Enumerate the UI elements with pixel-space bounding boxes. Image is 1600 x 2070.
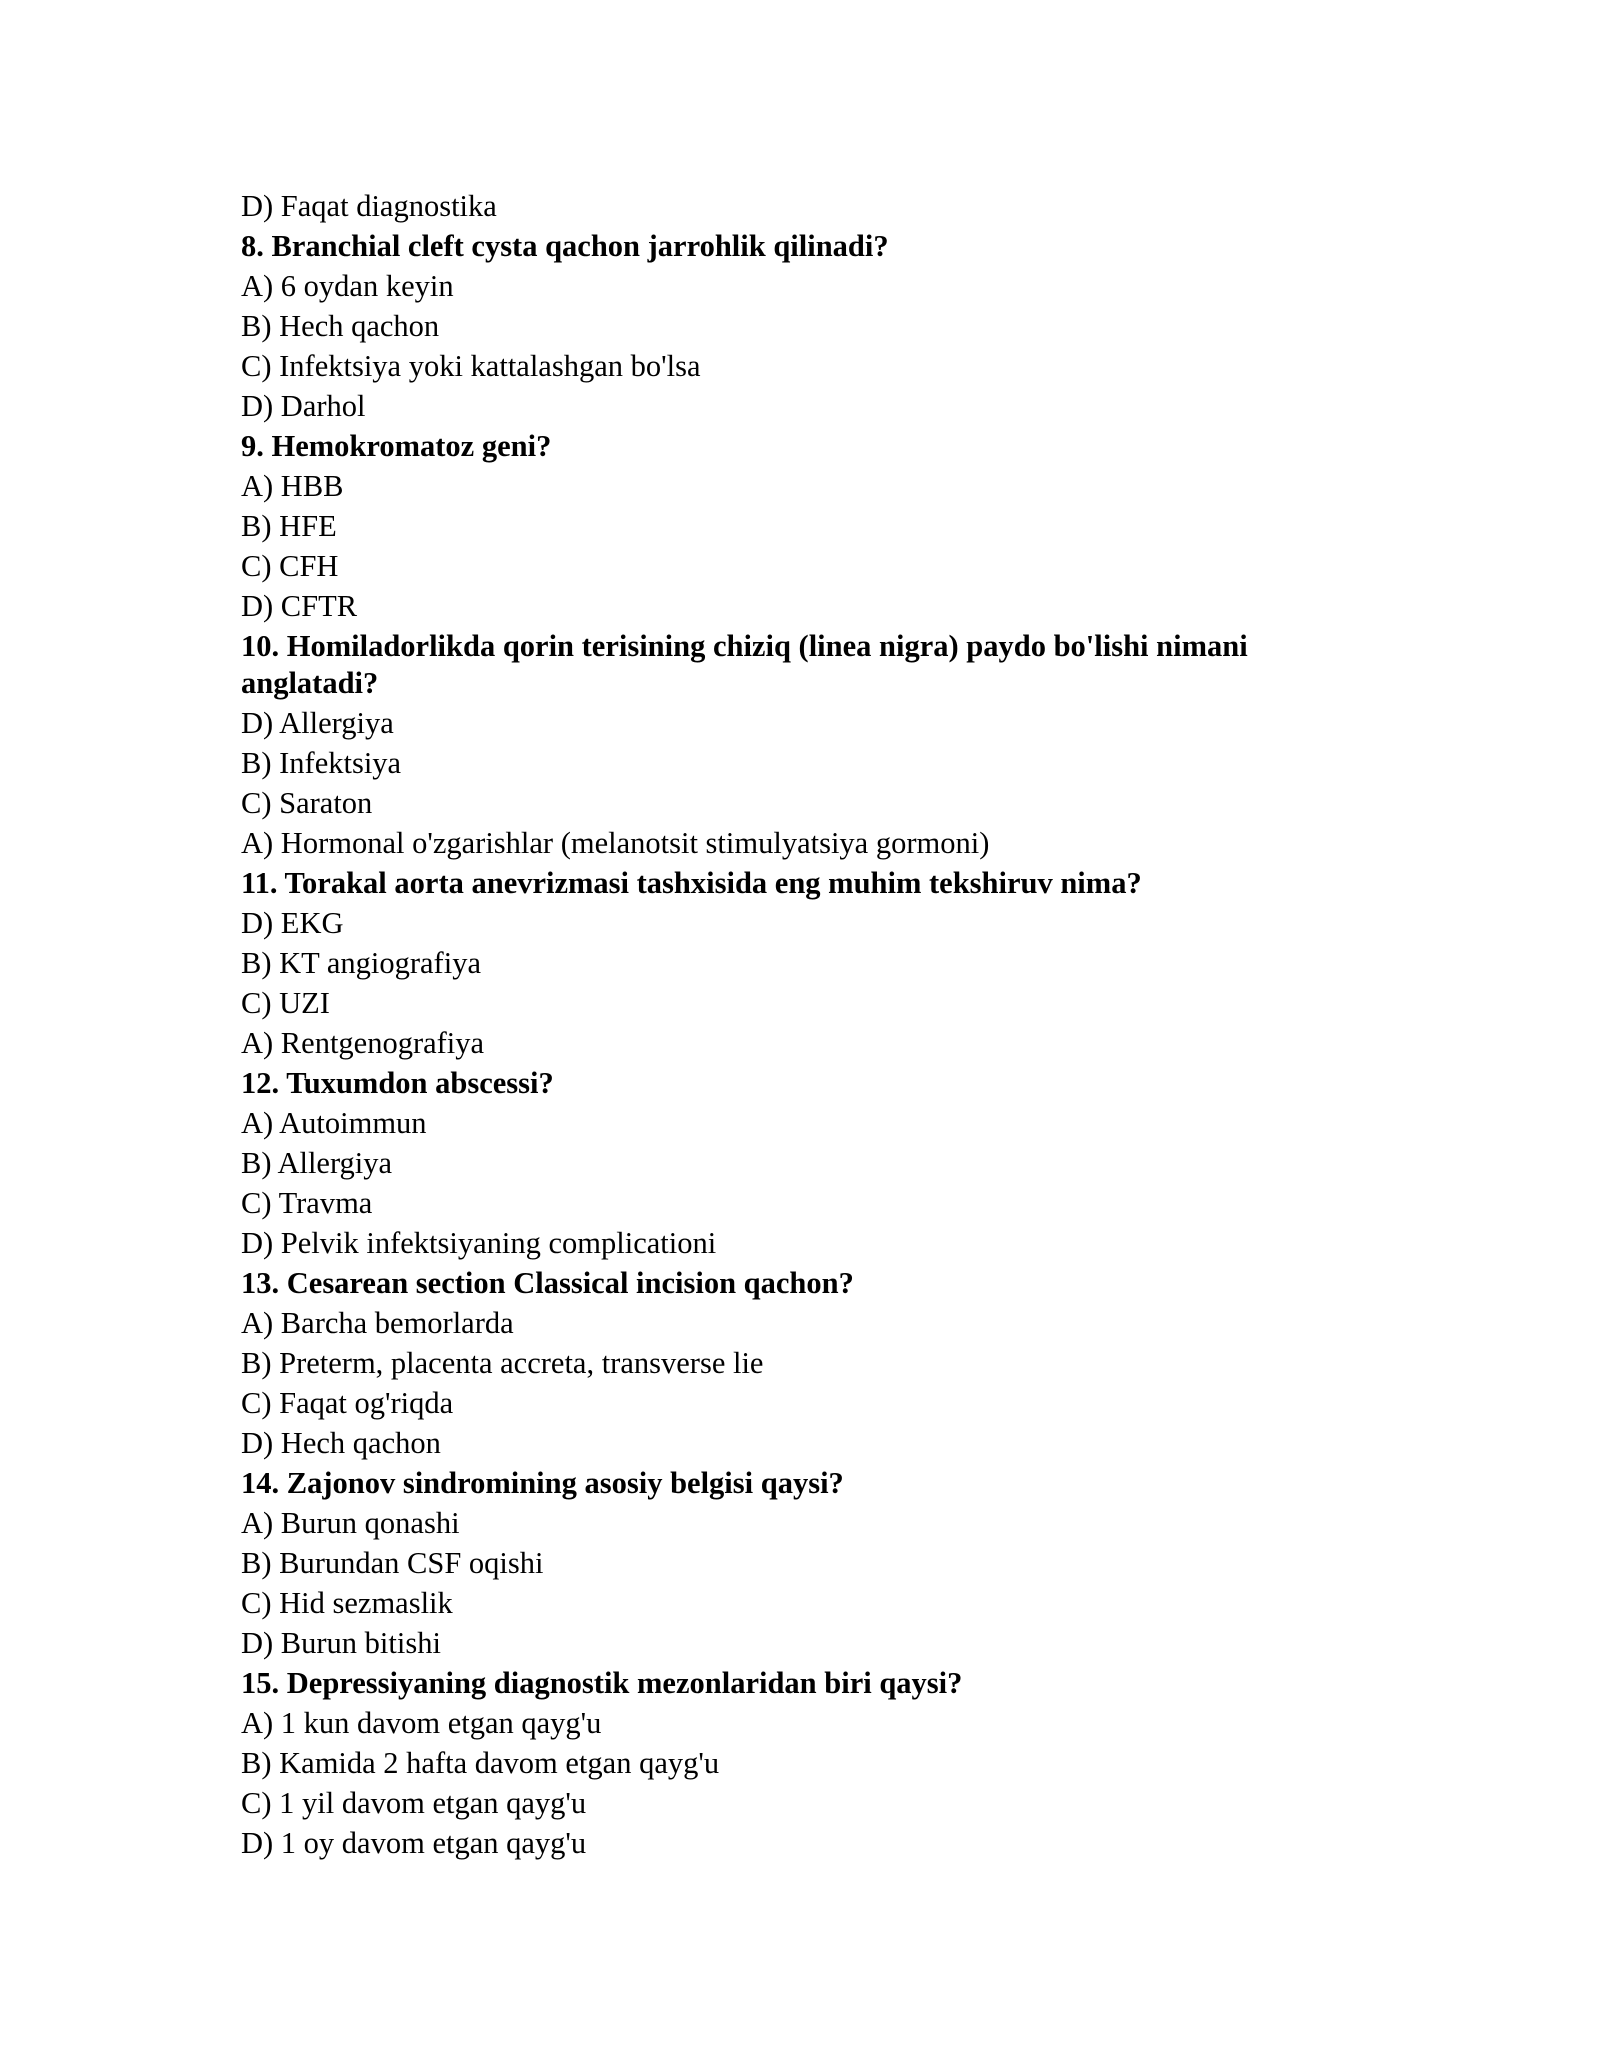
- answer-option: A) 1 kun davom etgan qayg'u: [241, 1706, 602, 1740]
- answer-option: A) Burun qonashi: [241, 1506, 460, 1540]
- answer-option: C) Travma: [241, 1186, 373, 1220]
- answer-option: B) Hech qachon: [241, 309, 440, 343]
- answer-option: D) Darhol: [241, 389, 366, 423]
- answer-option: C) 1 yil davom etgan qayg'u: [241, 1786, 587, 1820]
- answer-option: C) UZI: [241, 986, 330, 1020]
- quiz-content: [241, 186, 1361, 1863]
- answer-option: B) HFE: [241, 509, 337, 543]
- answer-option: B) Burundan CSF oqishi: [241, 1546, 544, 1580]
- answer-option: A) 6 oydan keyin: [241, 269, 454, 303]
- answer-option: D) EKG: [241, 906, 344, 940]
- answer-option: D) Burun bitishi: [241, 1626, 441, 1660]
- question-text: 13. Cesarean section Classical incision qachon?: [241, 1266, 854, 1300]
- answer-option: C) CFH: [241, 549, 339, 583]
- answer-option: D) Allergiya: [241, 706, 394, 740]
- answer-option: C) Faqat og'riqda: [241, 1386, 454, 1420]
- answer-option: C) Hid sezmaslik: [241, 1586, 453, 1620]
- answer-option: D) CFTR: [241, 589, 358, 623]
- question-text: 14. Zajonov sindromining asosiy belgisi qaysi?: [241, 1466, 844, 1500]
- answer-option: D) Pelvik infektsiyaning complicationi: [241, 1226, 717, 1260]
- question-text: 10. Homiladorlikda qorin terisining chiziq (linea nigra) paydo bo'lishi nimani anglatadi?: [241, 629, 1248, 700]
- answer-option: B) Allergiya: [241, 1146, 393, 1180]
- answer-option: D) 1 oy davom etgan qayg'u: [241, 1826, 587, 1860]
- answer-option: B) Kamida 2 hafta davom etgan qayg'u: [241, 1746, 720, 1780]
- answer-option: D) Hech qachon: [241, 1426, 441, 1460]
- answer-option: C) Infektsiya yoki kattalashgan bo'lsa: [241, 349, 701, 383]
- answer-option: A) Rentgenografiya: [241, 1026, 485, 1060]
- answer-option: B) KT angiografiya: [241, 946, 481, 980]
- question-text: 11. Torakal aorta anevrizmasi tashxisida eng muhim tekshiruv nima?: [241, 866, 1142, 900]
- question-text: 12. Tuxumdon abscessi?: [241, 1066, 554, 1100]
- answer-option: A) HBB: [241, 469, 344, 503]
- question-text: 8. Branchial cleft cysta qachon jarrohlik qilinadi?: [241, 229, 889, 263]
- answer-option: A) Barcha bemorlarda: [241, 1306, 514, 1340]
- answer-option: B) Preterm, placenta accreta, transverse lie: [241, 1346, 764, 1380]
- answer-option: D) Faqat diagnostika: [241, 189, 497, 223]
- question-text: 15. Depressiyaning diagnostik mezonlaridan biri qaysi?: [241, 1666, 963, 1700]
- answer-option: B) Infektsiya: [241, 746, 402, 780]
- answer-option: A) Autoimmun: [241, 1106, 427, 1140]
- answer-option: C) Saraton: [241, 786, 373, 820]
- answer-option: A) Hormonal o'zgarishlar (melanotsit stimulyatsiya gormoni): [241, 826, 990, 860]
- question-text: 9. Hemokromatoz geni?: [241, 429, 552, 463]
